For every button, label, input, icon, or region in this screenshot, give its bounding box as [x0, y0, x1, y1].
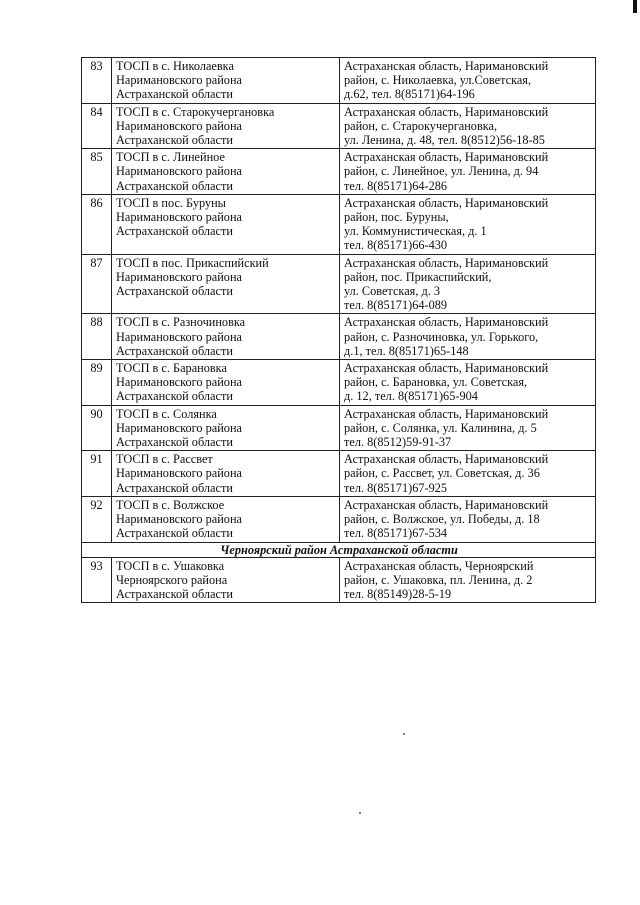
- address-line: Астраханская область, Наримановский: [344, 150, 549, 165]
- office-name-line: Наримановского района: [116, 512, 242, 527]
- office-address-cell: [340, 194, 596, 254]
- address-line: д. 12, тел. 8(85171)65-904: [344, 389, 478, 404]
- office-address-cell: [340, 254, 596, 314]
- address-line: Астраханская область, Наримановский: [344, 452, 549, 467]
- office-name-line: ТОСП в с. Старокучергановка: [116, 104, 275, 119]
- table-row: [82, 254, 596, 314]
- table-row: [82, 103, 596, 149]
- row-number: 85: [82, 149, 112, 195]
- office-name-line: Наримановского района: [116, 118, 242, 133]
- row-number: 92: [82, 496, 112, 542]
- office-name-line: Астраханской области: [116, 389, 233, 404]
- office-name-line: ТОСП в пос. Буруны: [116, 195, 226, 210]
- office-name-line: Наримановского района: [116, 269, 242, 284]
- office-address-cell: [340, 360, 596, 406]
- scan-corner-mark: [633, 0, 637, 13]
- address-line: ул. Ленина, д. 48, тел. 8(8512)56-18-85: [344, 133, 545, 148]
- address-line: тел. 8(8512)59-91-37: [344, 435, 452, 450]
- table-row: [82, 149, 596, 195]
- office-name-line: Наримановского района: [116, 466, 242, 481]
- office-name-cell: [112, 194, 340, 254]
- address-line: д.62, тел. 8(85171)64-196: [344, 87, 475, 102]
- office-address-cell: [340, 103, 596, 149]
- table-row: [82, 194, 596, 254]
- office-name-cell: [112, 360, 340, 406]
- address-line: район, пос. Прикаспийский,: [344, 269, 492, 284]
- office-name-cell: [112, 451, 340, 497]
- row-number: 89: [82, 360, 112, 406]
- office-name-line: ТОСП в с. Николаевка: [116, 59, 234, 73]
- address-line: ул. Советская, д. 3: [344, 284, 441, 299]
- office-name-line: Астраханской области: [116, 284, 233, 299]
- office-name-line: ТОСП в с. Рассвет: [116, 452, 213, 467]
- office-name-line: Астраханской области: [116, 435, 233, 450]
- address-line: район, с. Рассвет, ул. Советская, д. 36: [344, 466, 540, 481]
- address-line: тел. 8(85149)28-5-19: [344, 586, 452, 601]
- office-name-line: Астраханской области: [116, 87, 233, 102]
- address-line: тел. 8(85171)67-925: [344, 480, 448, 495]
- address-line: район, с. Волжское, ул. Победы, д. 18: [344, 512, 540, 527]
- address-line: район, с. Солянка, ул. Калинина, д. 5: [344, 420, 537, 435]
- office-name-line: ТОСП в с. Волжское: [116, 497, 225, 512]
- table-row: [82, 58, 596, 104]
- address-line: район, с. Николаевка, ул.Советская,: [344, 73, 532, 88]
- address-line: район, с. Старокучергановка,: [344, 118, 498, 133]
- address-line: тел. 8(85171)64-286: [344, 178, 448, 193]
- row-number: 86: [82, 194, 112, 254]
- office-address-cell: [340, 314, 596, 360]
- office-name-cell: [112, 254, 340, 314]
- scan-speck: [359, 812, 361, 814]
- office-name-cell: [112, 405, 340, 451]
- office-name-line: ТОСП в с. Разночиновка: [116, 315, 246, 330]
- row-number: 87: [82, 254, 112, 314]
- section-heading-row: [82, 542, 596, 557]
- office-name-cell: [112, 314, 340, 360]
- address-line: тел. 8(85171)64-089: [344, 298, 448, 313]
- office-address-cell: [340, 451, 596, 497]
- address-line: Астраханская область, Наримановский: [344, 315, 549, 330]
- office-name-cell: [112, 103, 340, 149]
- office-name-cell: [112, 149, 340, 195]
- table-row: [82, 405, 596, 451]
- address-line: Астраханская область, Наримановский: [344, 497, 549, 512]
- office-name-line: ТОСП в с. Линейное: [116, 150, 225, 165]
- office-name-cell: [112, 557, 340, 603]
- table-row: [82, 557, 596, 603]
- section-heading: Черноярский район Астраханской области: [82, 542, 596, 557]
- office-name-line: Наримановского района: [116, 210, 242, 225]
- address-line: Астраханская область, Наримановский: [344, 104, 549, 119]
- row-number: 83: [82, 58, 112, 104]
- address-line: район, с. Ушаковка, пл. Ленина, д. 2: [344, 572, 533, 587]
- address-line: д.1, тел. 8(85171)65-148: [344, 343, 469, 358]
- row-number: 90: [82, 405, 112, 451]
- table-row: [82, 496, 596, 542]
- office-address-cell: [340, 557, 596, 603]
- office-name-line: Астраханской области: [116, 224, 233, 239]
- address-line: Астраханская область, Наримановский: [344, 195, 549, 210]
- address-line: Астраханская область, Наримановский: [344, 406, 549, 421]
- office-name-line: Астраханской области: [116, 586, 233, 601]
- office-name-line: Наримановского района: [116, 73, 242, 88]
- address-line: район, с. Барановка, ул. Советская,: [344, 375, 528, 390]
- address-line: Астраханская область, Наримановский: [344, 361, 549, 376]
- office-name-line: Астраханской области: [116, 133, 233, 148]
- offices-table-body: [82, 58, 596, 603]
- table-row: [82, 360, 596, 406]
- address-line: Астраханская область, Черноярский: [344, 558, 534, 573]
- address-line: тел. 8(85171)67-534: [344, 526, 448, 541]
- office-name-line: Черноярского района: [116, 572, 228, 587]
- office-address-cell: [340, 496, 596, 542]
- office-address-cell: [340, 149, 596, 195]
- office-name-line: Наримановского района: [116, 420, 242, 435]
- office-name-line: Астраханской области: [116, 343, 233, 358]
- address-line: район, с. Линейное, ул. Ленина, д. 94: [344, 164, 539, 179]
- office-name-line: Астраханской области: [116, 178, 233, 193]
- office-name-line: Астраханской области: [116, 480, 233, 495]
- office-name-line: Наримановского района: [116, 164, 242, 179]
- scan-speck: [403, 733, 405, 735]
- table-row: [82, 314, 596, 360]
- row-number: 93: [82, 557, 112, 603]
- address-line: район, пос. Буруны,: [344, 210, 449, 225]
- office-name-cell: [112, 496, 340, 542]
- office-name-line: ТОСП в с. Барановка: [116, 361, 227, 376]
- address-line: район, с. Разночиновка, ул. Горького,: [344, 329, 539, 344]
- offices-table: [81, 57, 596, 603]
- address-line: Астраханская область, Наримановский: [344, 59, 549, 73]
- office-name-cell: [112, 58, 340, 104]
- row-number: 84: [82, 103, 112, 149]
- office-address-cell: [340, 405, 596, 451]
- office-name-line: Астраханской области: [116, 526, 233, 541]
- row-number: 91: [82, 451, 112, 497]
- address-line: тел. 8(85171)66-430: [344, 238, 448, 253]
- office-name-line: Наримановского района: [116, 329, 242, 344]
- office-name-line: ТОСП в с. Солянка: [116, 406, 217, 421]
- office-address-cell: [340, 58, 596, 104]
- table-row: [82, 451, 596, 497]
- row-number: 88: [82, 314, 112, 360]
- office-name-line: ТОСП в пос. Прикаспийский: [116, 255, 269, 270]
- address-line: Астраханская область, Наримановский: [344, 255, 549, 270]
- office-name-line: ТОСП в с. Ушаковка: [116, 558, 225, 573]
- address-line: ул. Коммунистическая, д. 1: [344, 224, 487, 239]
- office-name-line: Наримановского района: [116, 375, 242, 390]
